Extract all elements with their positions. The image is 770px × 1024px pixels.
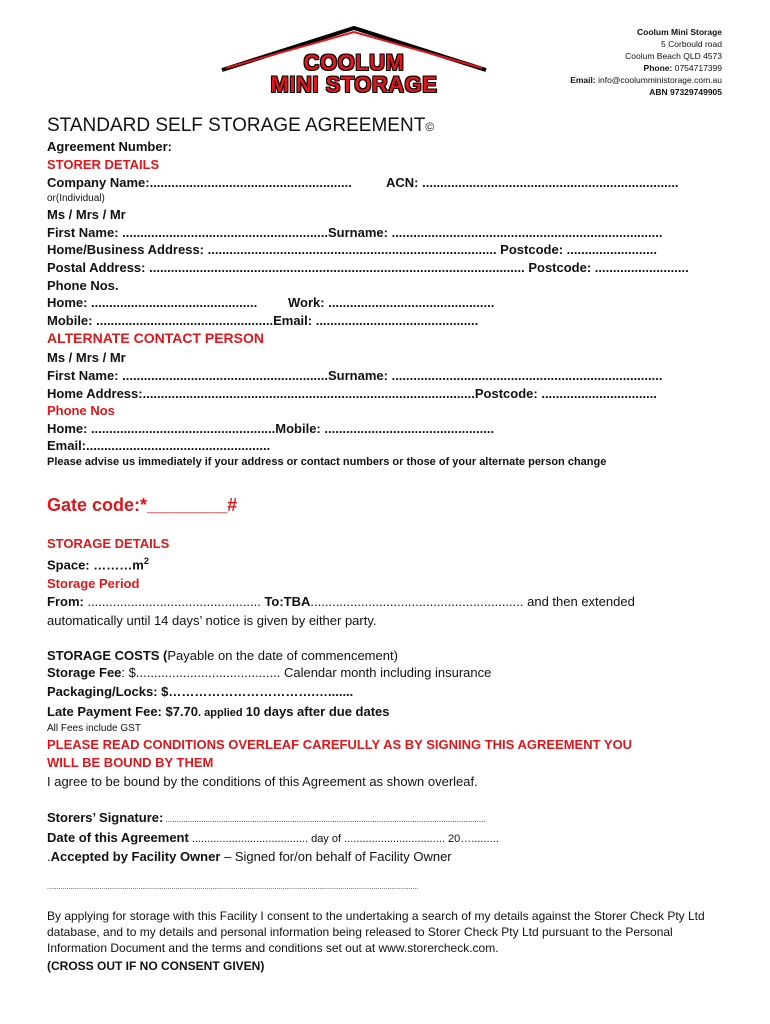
agree-line: I agree to be bound by the conditions of this Agreement as shown overleaf. (47, 774, 478, 789)
gst-note: All Fees include GST (47, 723, 141, 734)
late-fee-line: Late Payment Fee: $7.70. applied 10 days after due dates (47, 704, 390, 719)
home-phone-field: Home: .............................................. (47, 295, 258, 310)
agreement-number: Agreement Number: (47, 139, 172, 154)
address-line2: Coolum Beach QLD 4573 (625, 51, 722, 61)
mobile-email-field: Mobile: .................................................Email: ............................................. (47, 313, 479, 328)
period-heading: Storage Period (47, 576, 140, 591)
company-logo (216, 22, 492, 102)
cross-out-note: (CROSS OUT IF NO CONSENT GIVEN) (47, 959, 265, 973)
consent-paragraph: By applying for storage with this Facility I consent to the undertaking a search of my details against the Storer Check Pty Ltd database, and to my details and personal information being released to Storer Check Pty Ltd pursuant to the Personal Information Document and the terms and conditions set out at www.storercheck.com. (47, 909, 705, 955)
costs-heading: STORAGE COSTS (Payable on the date of commencement) (47, 648, 398, 663)
storage-heading: STORAGE DETAILS (47, 536, 170, 551)
copyright-mark: © (425, 120, 435, 134)
logo-line2: MINI STORAGE (270, 72, 438, 97)
contact-block (570, 26, 722, 98)
alt-home-address-field: Home Address:............................................................................................Postcode: ................................ (47, 386, 657, 401)
alt-phone-nos-label: Phone Nos (47, 403, 115, 418)
alt-email-field: Email:................................................... (47, 438, 271, 453)
home-address-field: Home/Business Address: ................................................................................ Postcode: ......................... (47, 242, 657, 257)
or-individual: or(Individual) (47, 193, 105, 204)
storer-signature-field: Storers’ Signature: ................................................................................................................................................ (47, 810, 486, 825)
conditions-warning-2: WILL BE BOUND BY THEM (47, 755, 214, 770)
space-field: Space: $\dots\dots\dots m^2$ (47, 556, 149, 573)
phone-line: Phone: 0754717399 (643, 63, 722, 73)
postal-address-field: Postal Address: ........................................................................................................ Postcode: .......................... (47, 260, 689, 275)
company-name-field: Company Name:........................................................ (47, 175, 352, 190)
conditions-warning-1: PLEASE READ CONDITIONS OVERLEAF CAREFULLY AS BY SIGNING THIS AGREEMENT YOU (47, 737, 633, 752)
packaging-field: Packaging/Locks: $…………………………….…....... (47, 684, 354, 699)
phone-nos-label: Phone Nos. (47, 278, 119, 293)
alt-home-mobile-field: Home: ...................................................Mobile: ............................................... (47, 421, 495, 436)
page-title: STANDARD SELF STORAGE AGREEMENT© (47, 115, 435, 136)
acn-field: ACN: ....................................................................... (386, 175, 679, 190)
advise-note: Please advise us immediately if your address or contact numbers or those of your alternate person change (47, 456, 607, 468)
agreement-date-field: Date of this Agreement ...................................... day of ................................. 20…......... (47, 830, 499, 845)
owner-signature-line: ............................................................................................................................................................................................... (47, 884, 419, 891)
accepted-by-owner: .Accepted by Facility Owner – Signed for/on behalf of Facility Owner (47, 849, 452, 864)
company-name: Coolum Mini Storage (637, 27, 722, 37)
alternate-heading: ALTERNATE CONTACT PERSON (47, 330, 264, 346)
alt-first-surname-field: First Name: .........................................................Surname: ........................................................................... (47, 368, 663, 383)
gate-code: Gate code:*________# (47, 495, 238, 515)
first-surname-field: First Name: .........................................................Surname: ........................................................................... (47, 225, 663, 240)
storer-heading: STORER DETAILS (47, 157, 160, 172)
abn-line: ABN 97329749905 (649, 87, 722, 97)
work-phone-field: Work: .............................................. (288, 295, 495, 310)
logo-line1: COOLUM (303, 50, 405, 75)
title-options: Ms / Mrs / Mr (47, 207, 126, 222)
address-line1: 5 Corbould road (661, 39, 722, 49)
storage-fee-field: Storage Fee: $........................................ Calendar month including insurance (47, 665, 492, 680)
period-from-to: From: ................................................ To:TBA........................................................... and then extended (47, 594, 635, 609)
email-line: Email: info@coolumministorage.com.au (570, 75, 722, 85)
auto-extend-line: automatically until 14 days’ notice is given by either party. (47, 613, 377, 628)
alt-title-options: Ms / Mrs / Mr (47, 350, 126, 365)
